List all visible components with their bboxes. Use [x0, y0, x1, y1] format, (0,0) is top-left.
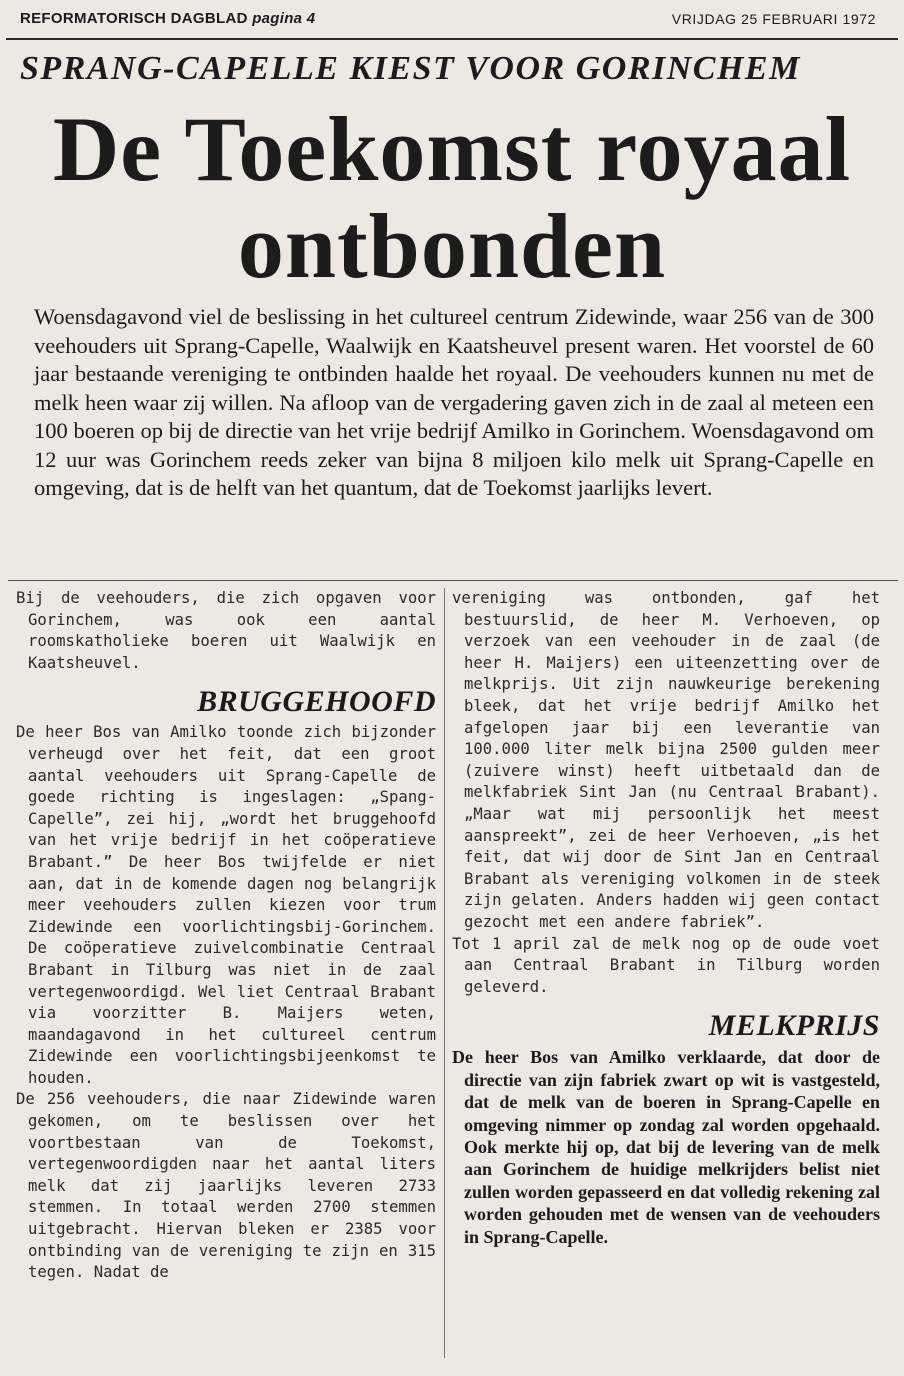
body-paragraph: De 256 veehouders, die naar Zidewinde waren gekomen, om te beslissen over het voortbestaan van de Toekomst, vertegenwoordigden naar het aantal liters melk dat zij jaarlijks leveren 2733 stemmen. In totaal werden 2700 stemmen uitgebracht. Hiervan bleken er 2385 voor ontbinding van de vereniging te zijn en 315 tegen. Nadat de	[16, 1090, 436, 1282]
page-header	[0, 0, 904, 40]
column-rule	[8, 580, 898, 581]
body-paragraph: vereniging was ontbonden, gaf het bestuurslid, de heer M. Verhoeven, op verzoek van een veehouder in de zaal (de heer H. Maijers) een uiteenzetting over de melkprijs. Uit zijn nauwkeurige berekening bleek, dat het vrije bedrijf Amilko het afgelopen jaar bij een leverantie van 100.000 liter melk bijna 2500 gulden meer (zuivere winst) heeft uitbetaald dan de melkfabriek Sint Jan (nu Centraal Brabant). „Maar wat mij persoonlijk het meest aanspreekt”, zei de heer Verhoeven, „is het feit, dat wij door de Sint Jan en Centraal Brabant als vereniging volkomen in de steek zijn gelaten. Anders hadden wij geen contact gezocht met een andere fabriek”.	[452, 589, 880, 931]
right-column	[452, 588, 880, 1248]
publication-date: VRIJDAG 25 FEBRUARI 1972	[671, 11, 876, 27]
column-divider	[444, 588, 445, 1358]
subhead-bruggehoofd: BRUGGEHOOFD	[197, 685, 436, 719]
left-column	[16, 588, 436, 1284]
body-paragraph: De heer Bos van Amilko toonde zich bijzonder verheugd over het feit, dat een groot aantal veehouders uit Sprang-Capelle de goede richting is ingeslagen: „Spang-Capelle”, zei hij, „wordt het bruggehoofd van het vrije bedrijf in het coöperatieve Brabant.” De heer Bos twijfelde er niet aan, dat in de komende dagen nog belangrijk meer veehouders zullen kiezen voor trum Zidewinde een voorlichtingsbij-Gorinchem. De coöperatieve zuivelcombinatie Centraal Brabant in Tilburg was niet in de zaal vertegenwoordigd. Wel liet Centraal Brabant via voorzitter B. Maijers weten, maandagavond in het cultureel centrum Zidewinde een voorlichtingsbijeenkomst te houden.	[16, 723, 436, 1087]
page-number: pagina 4	[252, 10, 316, 27]
headline-line-1: De Toekomst royaal	[52, 98, 852, 200]
masthead	[20, 10, 315, 27]
body-paragraph: Bij de veehouders, die zich opgaven voor Gorinchem, was ook een aantal roomskatholieke boeren uit Waalwijk en Kaatsheuvel.	[16, 589, 436, 672]
subhead-melkprijs: MELKPRIJS	[708, 1009, 880, 1043]
header-rule	[6, 38, 898, 40]
newspaper-name: REFORMATORISCH DAGBLAD	[20, 10, 248, 27]
body-paragraph: Tot 1 april zal de melk nog op de oude voet aan Centraal Brabant in Tilburg worden geleverd.	[452, 934, 880, 996]
lead-paragraph: Woensdagavond viel de beslissing in het cultureel centrum Zidewinde, waar 256 van de 300 veehouders uit Sprang-Capelle, Waalwijk en Kaatsheuvel present waren. Het voorstel de 60 jaar bestaande vereniging te ontbinden haalde het royaal. De veehouders kunnen nu met de melk heen waar zij willen. Na afloop van de vergadering gaven zich in de zaal al meteen een 100 boeren op bij de directie van het vrije bedrijf Amilko in Gorinchem. Woensdagavond om 12 uur was Gorinchem reeds zeker van bijna 8 miljoen kilo melk uit Sprang-Capelle en omgeving, dat is de helft van het quantum, dat de Toekomst jaarlijks levert.	[34, 304, 874, 500]
body-paragraph-bold: De heer Bos van Amilko verklaarde, dat door de directie van zijn fabriek zwart op wit is vastgesteld, dat de melk van de boeren in Sprang-Capelle en omgeving nimmer op zondag zal worden opgehaald. Ook merkte hij op, dat bij de levering van de melk aan Gorinchem de huidige melkrijders belist niet zullen worden gepasseerd en dat volledig rekening zal worden gehouden met de wensen van de veehouders in Sprang-Capelle.	[452, 1047, 880, 1247]
headline-line-2: ontbonden	[237, 195, 667, 297]
kicker: SPRANG-CAPELLE KIEST VOOR GORINCHEM	[20, 50, 801, 87]
